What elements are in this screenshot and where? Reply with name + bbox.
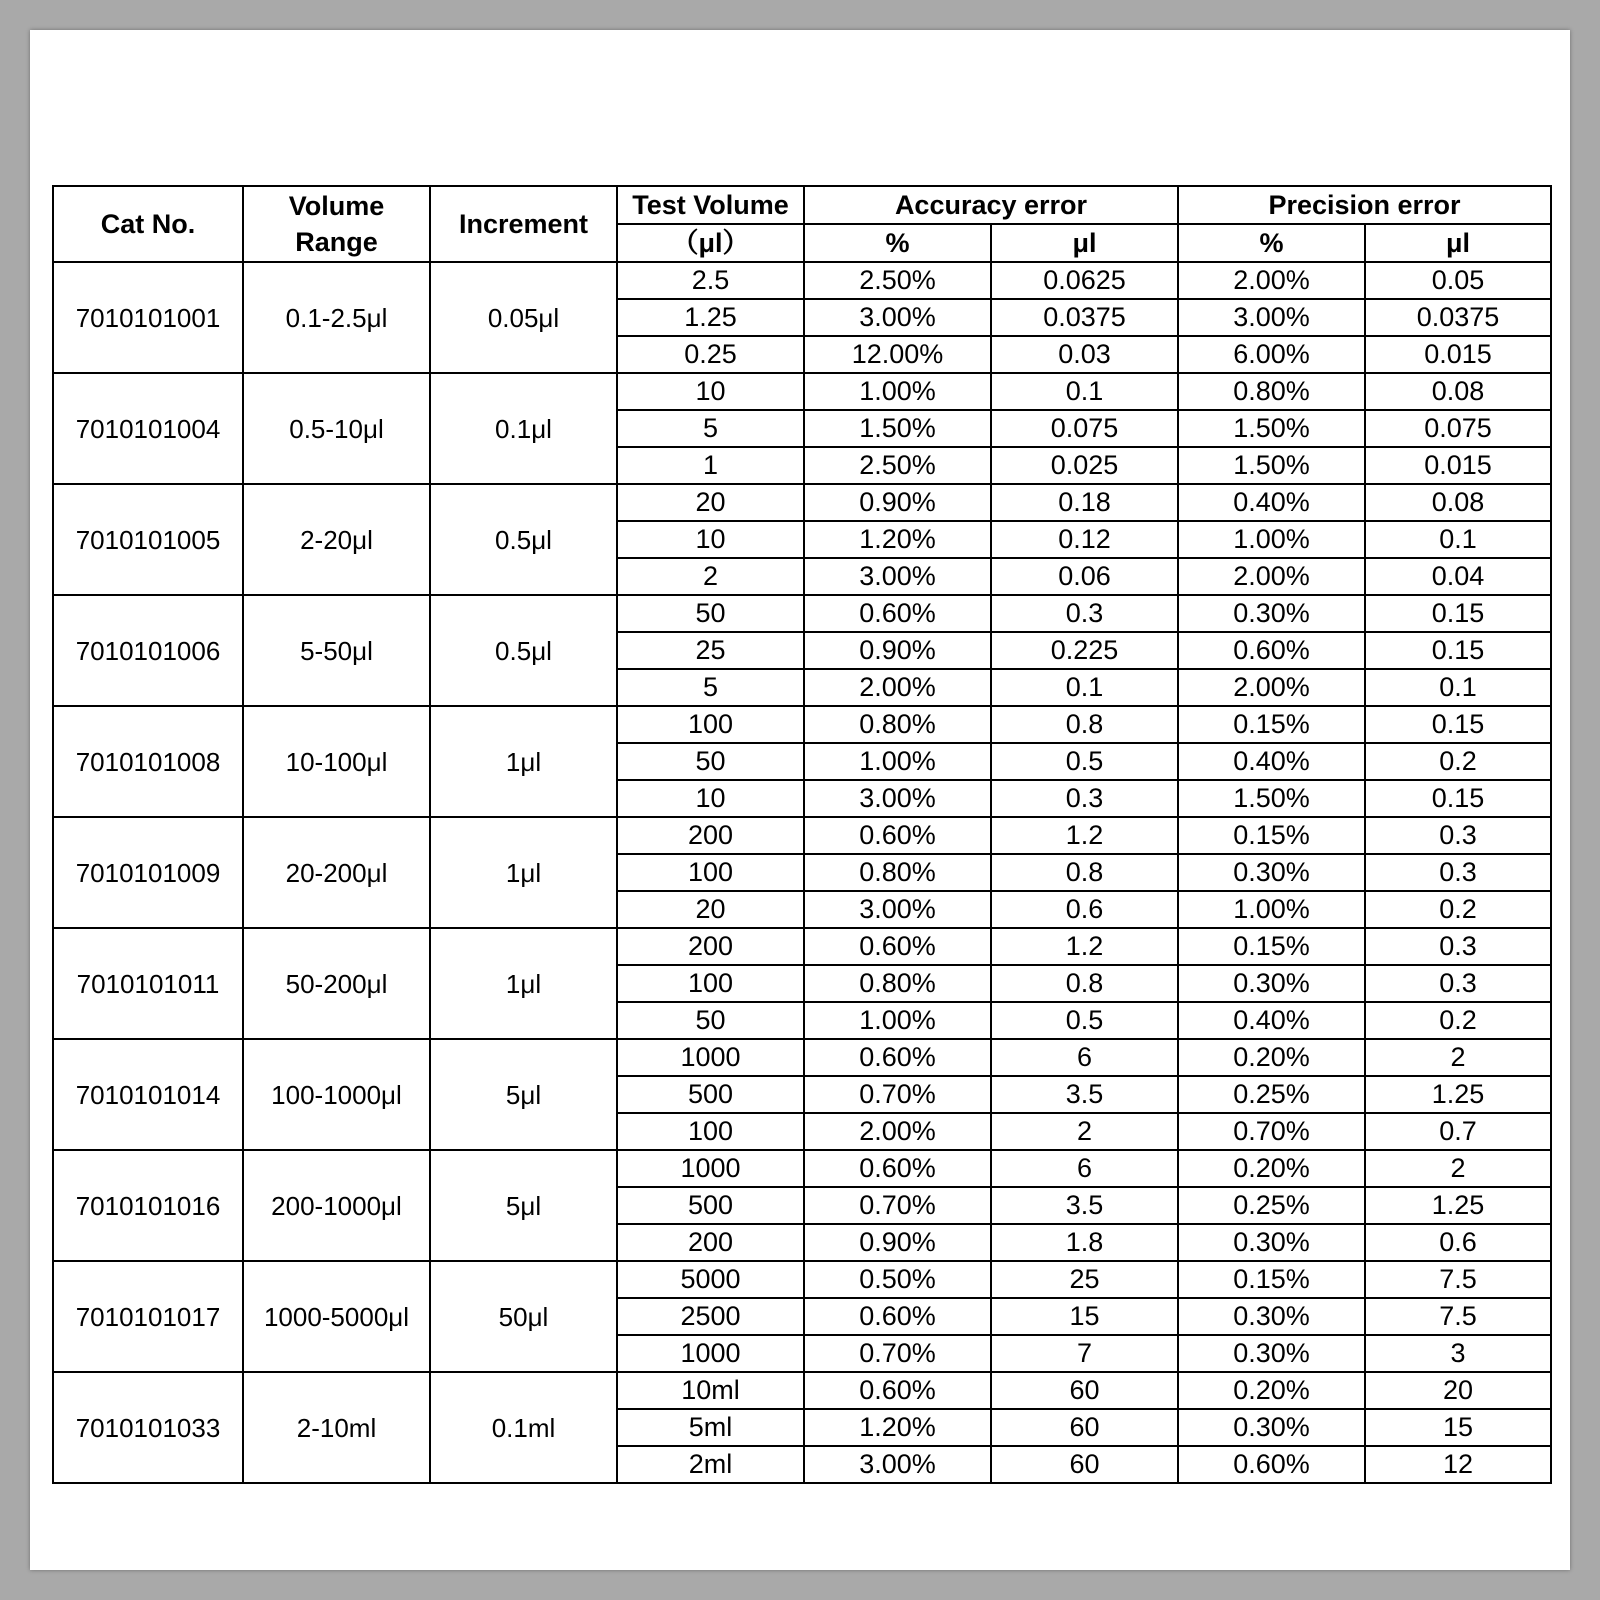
accuracy-ul-cell: 0.5: [991, 1002, 1178, 1039]
header-increment: Increment: [430, 186, 617, 262]
increment-cell: 1μl: [430, 817, 617, 928]
test-volume-cell: 10: [617, 780, 804, 817]
test-volume-cell: 1000: [617, 1150, 804, 1187]
precision-percent-cell: 1.50%: [1178, 780, 1365, 817]
precision-percent-cell: 0.40%: [1178, 743, 1365, 780]
accuracy-percent-cell: 1.50%: [804, 410, 991, 447]
test-volume-cell: 5: [617, 669, 804, 706]
cat-no-cell: 7010101011: [53, 928, 243, 1039]
precision-percent-cell: 0.20%: [1178, 1150, 1365, 1187]
increment-cell: 1μl: [430, 706, 617, 817]
increment-cell: 50μl: [430, 1261, 617, 1372]
accuracy-percent-cell: 0.50%: [804, 1261, 991, 1298]
test-volume-cell: 10ml: [617, 1372, 804, 1409]
volume-range-cell: 10-100μl: [243, 706, 430, 817]
precision-ul-cell: 0.15: [1365, 595, 1551, 632]
cat-no-cell: 7010101001: [53, 262, 243, 373]
precision-percent-cell: 2.00%: [1178, 558, 1365, 595]
accuracy-percent-cell: 0.60%: [804, 1039, 991, 1076]
header-volume-range-line1: Volume: [288, 191, 385, 221]
test-volume-cell: 2.5: [617, 262, 804, 299]
accuracy-ul-cell: 0.8: [991, 965, 1178, 1002]
test-volume-cell: 50: [617, 595, 804, 632]
precision-ul-cell: 15: [1365, 1409, 1551, 1446]
test-volume-cell: 1000: [617, 1039, 804, 1076]
cat-no-cell: 7010101006: [53, 595, 243, 706]
precision-ul-cell: 3: [1365, 1335, 1551, 1372]
table-row: [53, 1261, 1551, 1298]
test-volume-cell: 100: [617, 965, 804, 1002]
precision-ul-cell: 12: [1365, 1446, 1551, 1483]
precision-percent-cell: 0.70%: [1178, 1113, 1365, 1150]
cat-no-cell: 7010101016: [53, 1150, 243, 1261]
accuracy-percent-cell: 1.00%: [804, 743, 991, 780]
table-row: [53, 1150, 1551, 1187]
pipette-spec-table: [52, 185, 1552, 1484]
accuracy-ul-cell: 60: [991, 1372, 1178, 1409]
precision-ul-cell: 0.05: [1365, 262, 1551, 299]
accuracy-ul-cell: 60: [991, 1409, 1178, 1446]
test-volume-cell: 1: [617, 447, 804, 484]
table-row: [53, 928, 1551, 965]
increment-cell: 0.5μl: [430, 484, 617, 595]
precision-percent-cell: 0.60%: [1178, 632, 1365, 669]
test-volume-cell: 500: [617, 1076, 804, 1113]
accuracy-ul-cell: 7: [991, 1335, 1178, 1372]
precision-percent-cell: 1.50%: [1178, 410, 1365, 447]
volume-range-cell: 2-10ml: [243, 1372, 430, 1483]
precision-ul-cell: 0.1: [1365, 669, 1551, 706]
increment-cell: 0.5μl: [430, 595, 617, 706]
header-accuracy-percent: %: [804, 224, 991, 262]
accuracy-percent-cell: 2.50%: [804, 447, 991, 484]
precision-ul-cell: 0.7: [1365, 1113, 1551, 1150]
accuracy-percent-cell: 3.00%: [804, 558, 991, 595]
accuracy-ul-cell: 0.8: [991, 706, 1178, 743]
test-volume-cell: 5000: [617, 1261, 804, 1298]
accuracy-ul-cell: 0.3: [991, 595, 1178, 632]
test-volume-cell: 25: [617, 632, 804, 669]
precision-ul-cell: 0.08: [1365, 484, 1551, 521]
table-row: [53, 595, 1551, 632]
test-volume-cell: 200: [617, 1224, 804, 1261]
accuracy-percent-cell: 0.80%: [804, 854, 991, 891]
precision-percent-cell: 0.30%: [1178, 1335, 1365, 1372]
accuracy-ul-cell: 1.2: [991, 928, 1178, 965]
test-volume-cell: 5: [617, 410, 804, 447]
header-precision-percent: %: [1178, 224, 1365, 262]
precision-percent-cell: 3.00%: [1178, 299, 1365, 336]
precision-percent-cell: 0.25%: [1178, 1187, 1365, 1224]
header-test-volume: Test Volume: [617, 186, 804, 224]
accuracy-ul-cell: 6: [991, 1039, 1178, 1076]
precision-percent-cell: 0.30%: [1178, 965, 1365, 1002]
accuracy-ul-cell: 0.0625: [991, 262, 1178, 299]
accuracy-ul-cell: 0.5: [991, 743, 1178, 780]
precision-percent-cell: 0.40%: [1178, 1002, 1365, 1039]
increment-cell: 1μl: [430, 928, 617, 1039]
volume-range-cell: 0.1-2.5μl: [243, 262, 430, 373]
precision-percent-cell: 0.30%: [1178, 595, 1365, 632]
test-volume-cell: 1.25: [617, 299, 804, 336]
precision-percent-cell: 0.40%: [1178, 484, 1365, 521]
precision-percent-cell: 0.15%: [1178, 1261, 1365, 1298]
test-volume-cell: 200: [617, 928, 804, 965]
accuracy-ul-cell: 0.075: [991, 410, 1178, 447]
increment-cell: 0.1μl: [430, 373, 617, 484]
accuracy-percent-cell: 1.20%: [804, 521, 991, 558]
test-volume-cell: 10: [617, 373, 804, 410]
test-volume-cell: 0.25: [617, 336, 804, 373]
test-volume-cell: 500: [617, 1187, 804, 1224]
test-volume-cell: 100: [617, 1113, 804, 1150]
accuracy-ul-cell: 0.03: [991, 336, 1178, 373]
accuracy-ul-cell: 2: [991, 1113, 1178, 1150]
precision-ul-cell: 0.3: [1365, 928, 1551, 965]
accuracy-percent-cell: 1.00%: [804, 1002, 991, 1039]
header-volume-range-line2: Range: [295, 227, 378, 257]
precision-ul-cell: 7.5: [1365, 1298, 1551, 1335]
precision-percent-cell: 0.30%: [1178, 1224, 1365, 1261]
precision-ul-cell: 0.04: [1365, 558, 1551, 595]
precision-ul-cell: 20: [1365, 1372, 1551, 1409]
precision-ul-cell: 0.2: [1365, 1002, 1551, 1039]
accuracy-percent-cell: 0.90%: [804, 632, 991, 669]
precision-percent-cell: 0.20%: [1178, 1039, 1365, 1076]
volume-range-cell: 5-50μl: [243, 595, 430, 706]
volume-range-cell: 20-200μl: [243, 817, 430, 928]
test-volume-cell: 1000: [617, 1335, 804, 1372]
test-volume-cell: 10: [617, 521, 804, 558]
accuracy-percent-cell: 3.00%: [804, 1446, 991, 1483]
accuracy-percent-cell: 0.90%: [804, 1224, 991, 1261]
header-accuracy-ul: μl: [991, 224, 1178, 262]
precision-ul-cell: 0.15: [1365, 780, 1551, 817]
accuracy-ul-cell: 3.5: [991, 1076, 1178, 1113]
precision-percent-cell: 0.25%: [1178, 1076, 1365, 1113]
accuracy-percent-cell: 2.00%: [804, 669, 991, 706]
precision-percent-cell: 0.30%: [1178, 1298, 1365, 1335]
precision-percent-cell: 0.60%: [1178, 1446, 1365, 1483]
header-test-volume-unit: （μl）: [617, 224, 804, 262]
test-volume-cell: 100: [617, 854, 804, 891]
accuracy-ul-cell: 0.025: [991, 447, 1178, 484]
precision-ul-cell: 1.25: [1365, 1076, 1551, 1113]
precision-ul-cell: 0.15: [1365, 632, 1551, 669]
accuracy-ul-cell: 0.1: [991, 669, 1178, 706]
accuracy-ul-cell: 0.06: [991, 558, 1178, 595]
precision-ul-cell: 0.015: [1365, 447, 1551, 484]
accuracy-percent-cell: 0.60%: [804, 1372, 991, 1409]
table-row: [53, 1039, 1551, 1076]
accuracy-percent-cell: 0.60%: [804, 1150, 991, 1187]
precision-ul-cell: 7.5: [1365, 1261, 1551, 1298]
accuracy-percent-cell: 0.80%: [804, 965, 991, 1002]
test-volume-cell: 20: [617, 891, 804, 928]
accuracy-ul-cell: 0.8: [991, 854, 1178, 891]
header-volume-range: [243, 186, 430, 262]
precision-ul-cell: 0.3: [1365, 965, 1551, 1002]
accuracy-percent-cell: 1.00%: [804, 373, 991, 410]
accuracy-percent-cell: 0.80%: [804, 706, 991, 743]
accuracy-ul-cell: 1.2: [991, 817, 1178, 854]
accuracy-ul-cell: 0.3: [991, 780, 1178, 817]
volume-range-cell: 50-200μl: [243, 928, 430, 1039]
precision-percent-cell: 1.50%: [1178, 447, 1365, 484]
precision-ul-cell: 0.6: [1365, 1224, 1551, 1261]
accuracy-percent-cell: 3.00%: [804, 891, 991, 928]
table-row: [53, 1372, 1551, 1409]
accuracy-ul-cell: 0.6: [991, 891, 1178, 928]
accuracy-percent-cell: 0.60%: [804, 817, 991, 854]
cat-no-cell: 7010101017: [53, 1261, 243, 1372]
accuracy-percent-cell: 2.50%: [804, 262, 991, 299]
cat-no-cell: 7010101008: [53, 706, 243, 817]
accuracy-percent-cell: 3.00%: [804, 780, 991, 817]
volume-range-cell: 1000-5000μl: [243, 1261, 430, 1372]
test-volume-cell: 5ml: [617, 1409, 804, 1446]
accuracy-ul-cell: 0.225: [991, 632, 1178, 669]
header-precision-error: Precision error: [1178, 186, 1551, 224]
accuracy-percent-cell: 0.60%: [804, 1298, 991, 1335]
precision-percent-cell: 1.00%: [1178, 891, 1365, 928]
increment-cell: 0.1ml: [430, 1372, 617, 1483]
volume-range-cell: 100-1000μl: [243, 1039, 430, 1150]
table-row: [53, 373, 1551, 410]
table-row: [53, 817, 1551, 854]
test-volume-cell: 2500: [617, 1298, 804, 1335]
precision-percent-cell: 2.00%: [1178, 669, 1365, 706]
precision-ul-cell: 0.1: [1365, 521, 1551, 558]
header-accuracy-error: Accuracy error: [804, 186, 1178, 224]
accuracy-percent-cell: 0.70%: [804, 1187, 991, 1224]
header-precision-ul: μl: [1365, 224, 1551, 262]
accuracy-ul-cell: 6: [991, 1150, 1178, 1187]
increment-cell: 5μl: [430, 1150, 617, 1261]
test-volume-cell: 100: [617, 706, 804, 743]
precision-percent-cell: 0.80%: [1178, 373, 1365, 410]
precision-percent-cell: 0.30%: [1178, 1409, 1365, 1446]
volume-range-cell: 2-20μl: [243, 484, 430, 595]
accuracy-ul-cell: 3.5: [991, 1187, 1178, 1224]
volume-range-cell: 200-1000μl: [243, 1150, 430, 1261]
precision-ul-cell: 0.2: [1365, 743, 1551, 780]
cat-no-cell: 7010101009: [53, 817, 243, 928]
test-volume-cell: 50: [617, 743, 804, 780]
accuracy-percent-cell: 0.60%: [804, 928, 991, 965]
accuracy-percent-cell: 1.20%: [804, 1409, 991, 1446]
precision-percent-cell: 0.15%: [1178, 706, 1365, 743]
precision-ul-cell: 0.015: [1365, 336, 1551, 373]
accuracy-ul-cell: 15: [991, 1298, 1178, 1335]
accuracy-ul-cell: 1.8: [991, 1224, 1178, 1261]
precision-ul-cell: 1.25: [1365, 1187, 1551, 1224]
precision-percent-cell: 1.00%: [1178, 521, 1365, 558]
table-row: [53, 484, 1551, 521]
cat-no-cell: 7010101004: [53, 373, 243, 484]
accuracy-percent-cell: 3.00%: [804, 299, 991, 336]
accuracy-ul-cell: 0.1: [991, 373, 1178, 410]
precision-ul-cell: 0.0375: [1365, 299, 1551, 336]
cat-no-cell: 7010101033: [53, 1372, 243, 1483]
cat-no-cell: 7010101005: [53, 484, 243, 595]
precision-ul-cell: 0.075: [1365, 410, 1551, 447]
increment-cell: 0.05μl: [430, 262, 617, 373]
accuracy-percent-cell: 0.90%: [804, 484, 991, 521]
precision-percent-cell: 0.20%: [1178, 1372, 1365, 1409]
test-volume-cell: 20: [617, 484, 804, 521]
accuracy-percent-cell: 12.00%: [804, 336, 991, 373]
table-body: [53, 262, 1551, 1483]
test-volume-cell: 2: [617, 558, 804, 595]
accuracy-ul-cell: 0.18: [991, 484, 1178, 521]
accuracy-percent-cell: 2.00%: [804, 1113, 991, 1150]
table-row: [53, 262, 1551, 299]
precision-ul-cell: 0.3: [1365, 817, 1551, 854]
accuracy-percent-cell: 0.60%: [804, 595, 991, 632]
accuracy-ul-cell: 60: [991, 1446, 1178, 1483]
precision-percent-cell: 6.00%: [1178, 336, 1365, 373]
precision-percent-cell: 0.30%: [1178, 854, 1365, 891]
precision-ul-cell: 0.2: [1365, 891, 1551, 928]
header-cat-no: Cat No.: [53, 186, 243, 262]
precision-percent-cell: 2.00%: [1178, 262, 1365, 299]
test-volume-cell: 200: [617, 817, 804, 854]
increment-cell: 5μl: [430, 1039, 617, 1150]
accuracy-percent-cell: 0.70%: [804, 1076, 991, 1113]
precision-ul-cell: 0.08: [1365, 373, 1551, 410]
precision-ul-cell: 0.3: [1365, 854, 1551, 891]
precision-ul-cell: 2: [1365, 1039, 1551, 1076]
precision-ul-cell: 2: [1365, 1150, 1551, 1187]
precision-ul-cell: 0.15: [1365, 706, 1551, 743]
document-sheet: [30, 30, 1570, 1570]
accuracy-ul-cell: 0.12: [991, 521, 1178, 558]
volume-range-cell: 0.5-10μl: [243, 373, 430, 484]
table-row: [53, 706, 1551, 743]
test-volume-cell: 50: [617, 1002, 804, 1039]
table-header: [53, 186, 1551, 262]
cat-no-cell: 7010101014: [53, 1039, 243, 1150]
precision-percent-cell: 0.15%: [1178, 928, 1365, 965]
accuracy-percent-cell: 0.70%: [804, 1335, 991, 1372]
accuracy-ul-cell: 0.0375: [991, 299, 1178, 336]
accuracy-ul-cell: 25: [991, 1261, 1178, 1298]
test-volume-cell: 2ml: [617, 1446, 804, 1483]
precision-percent-cell: 0.15%: [1178, 817, 1365, 854]
